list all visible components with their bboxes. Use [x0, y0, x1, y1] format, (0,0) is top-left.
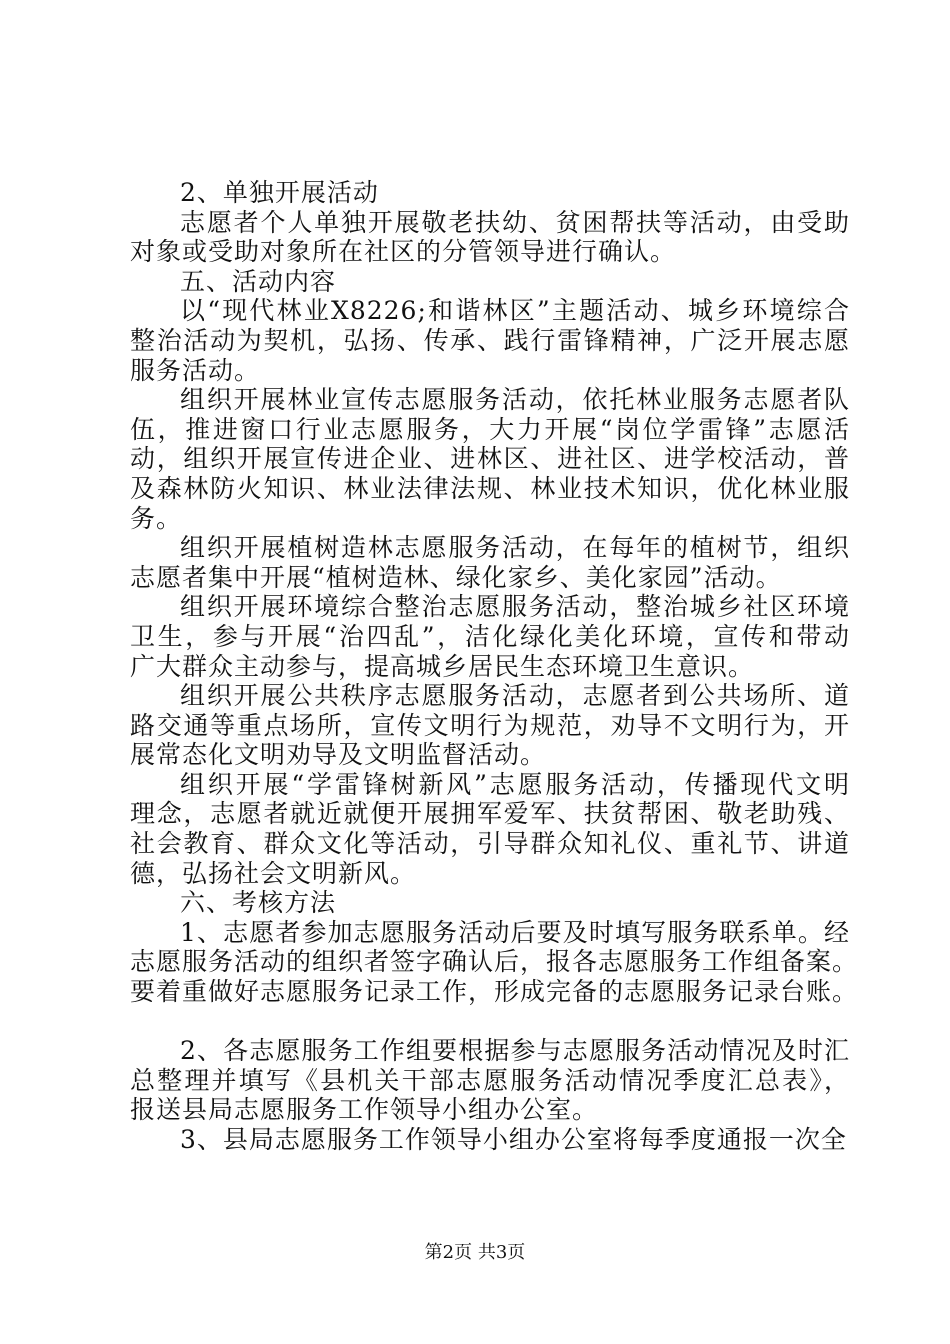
text-line: 报送县局志愿服务工作领导小组办公室。: [130, 1095, 599, 1125]
paragraph: [130, 888, 850, 918]
text-line: 德，弘扬社会文明新风。: [130, 858, 417, 888]
text-line: 组织开展植树造林志愿服务活动，在每年的植树节，组织: [180, 533, 850, 563]
text-line: 组织开展“学雷锋树新风”志愿服务活动，传播现代文明: [180, 769, 850, 799]
paragraph: [130, 917, 859, 1036]
text-line: 理念，志愿者就近就便开展拥军爱军、扶贫帮困、敬老助残、: [130, 799, 850, 829]
paragraph: [130, 267, 850, 297]
text-line: 社会教育、群众文化等活动，引导群众知礼仪、重礼节、讲道: [130, 829, 850, 859]
text-line: 六、考核方法: [180, 888, 337, 918]
text-line: 组织开展公共秩序志愿服务活动，志愿者到公共场所、道: [180, 681, 850, 711]
text-line: 伍，推进窗口行业志愿服务，大力开展“岗位学雷锋”志愿活: [130, 414, 850, 444]
text-line: 及森林防火知识、林业法律法规、林业技术知识，优化林业服: [130, 473, 850, 503]
paragraph: [130, 296, 850, 385]
text-line: 志愿者集中开展“植树造林、绿化家乡、美化家园”活动。: [130, 562, 782, 592]
text-line: 卫生，参与开展“治四乱”，洁化绿化美化环境，宣传和带动: [130, 621, 850, 651]
paragraph: [130, 178, 850, 208]
text-line: 1、志愿者参加志愿服务活动后要及时填写服务联系单。经: [180, 917, 850, 947]
paragraph: [130, 208, 850, 267]
document-body: [130, 178, 859, 1155]
paragraph: [130, 533, 850, 592]
text-line: 对象或受助对象所在社区的分管领导进行确认。: [130, 237, 677, 267]
text-line: 路交通等重点场所，宣传文明行为规范，劝导不文明行为，开: [130, 710, 850, 740]
text-line: 务。: [130, 503, 183, 533]
paragraph: [130, 681, 850, 770]
blank-line: [130, 1007, 850, 1037]
text-line: 组织开展林业宣传志愿服务活动，依托林业服务志愿者队: [180, 385, 850, 415]
paragraph: [130, 592, 850, 681]
text-line: 2、单独开展活动: [180, 178, 379, 207]
text-line: 整治活动为契机，弘扬、传承、践行雷锋精神，广泛开展志愿: [130, 325, 850, 355]
page-footer: 第2页 共3页: [424, 1242, 526, 1263]
text-line: 服务活动。: [130, 355, 261, 385]
text-line: 2、各志愿服务工作组要根据参与志愿服务活动情况及时汇: [180, 1036, 850, 1066]
paragraph: [130, 385, 850, 533]
text-line: 总整理并填写《县机关干部志愿服务活动情况季度汇总表》，: [130, 1065, 850, 1095]
text-line: 志愿者个人单独开展敬老扶幼、贫困帮扶等活动，由受助: [180, 207, 850, 237]
text-line: 要着重做好志愿服务记录工作，形成完备的志愿服务记录台账。: [130, 977, 859, 1007]
paragraph: [130, 770, 850, 888]
text-line: 3、县局志愿服务工作领导小组办公室将每季度通报一次全: [180, 1125, 847, 1154]
text-line: 五、活动内容: [180, 266, 337, 296]
text-line: 志愿服务活动的组织者签字确认后，报各志愿服务工作组备案。: [130, 947, 859, 977]
text-line: 动，组织开展宣传进企业、进林区、进社区、进学校活动，普: [130, 444, 850, 474]
text-line: 组织开展环境综合整治志愿服务活动，整治城乡社区环境: [180, 592, 850, 622]
paragraph: [130, 1125, 850, 1155]
text-line: 展常态化文明劝导及文明监督活动。: [130, 740, 547, 770]
paragraph: [130, 1036, 850, 1125]
text-line: 以“现代林业X8226;和谐林区”主题活动、城乡环境综合: [180, 296, 850, 326]
text-line: 广大群众主动参与，提高城乡居民生态环境卫生意识。: [130, 651, 755, 681]
